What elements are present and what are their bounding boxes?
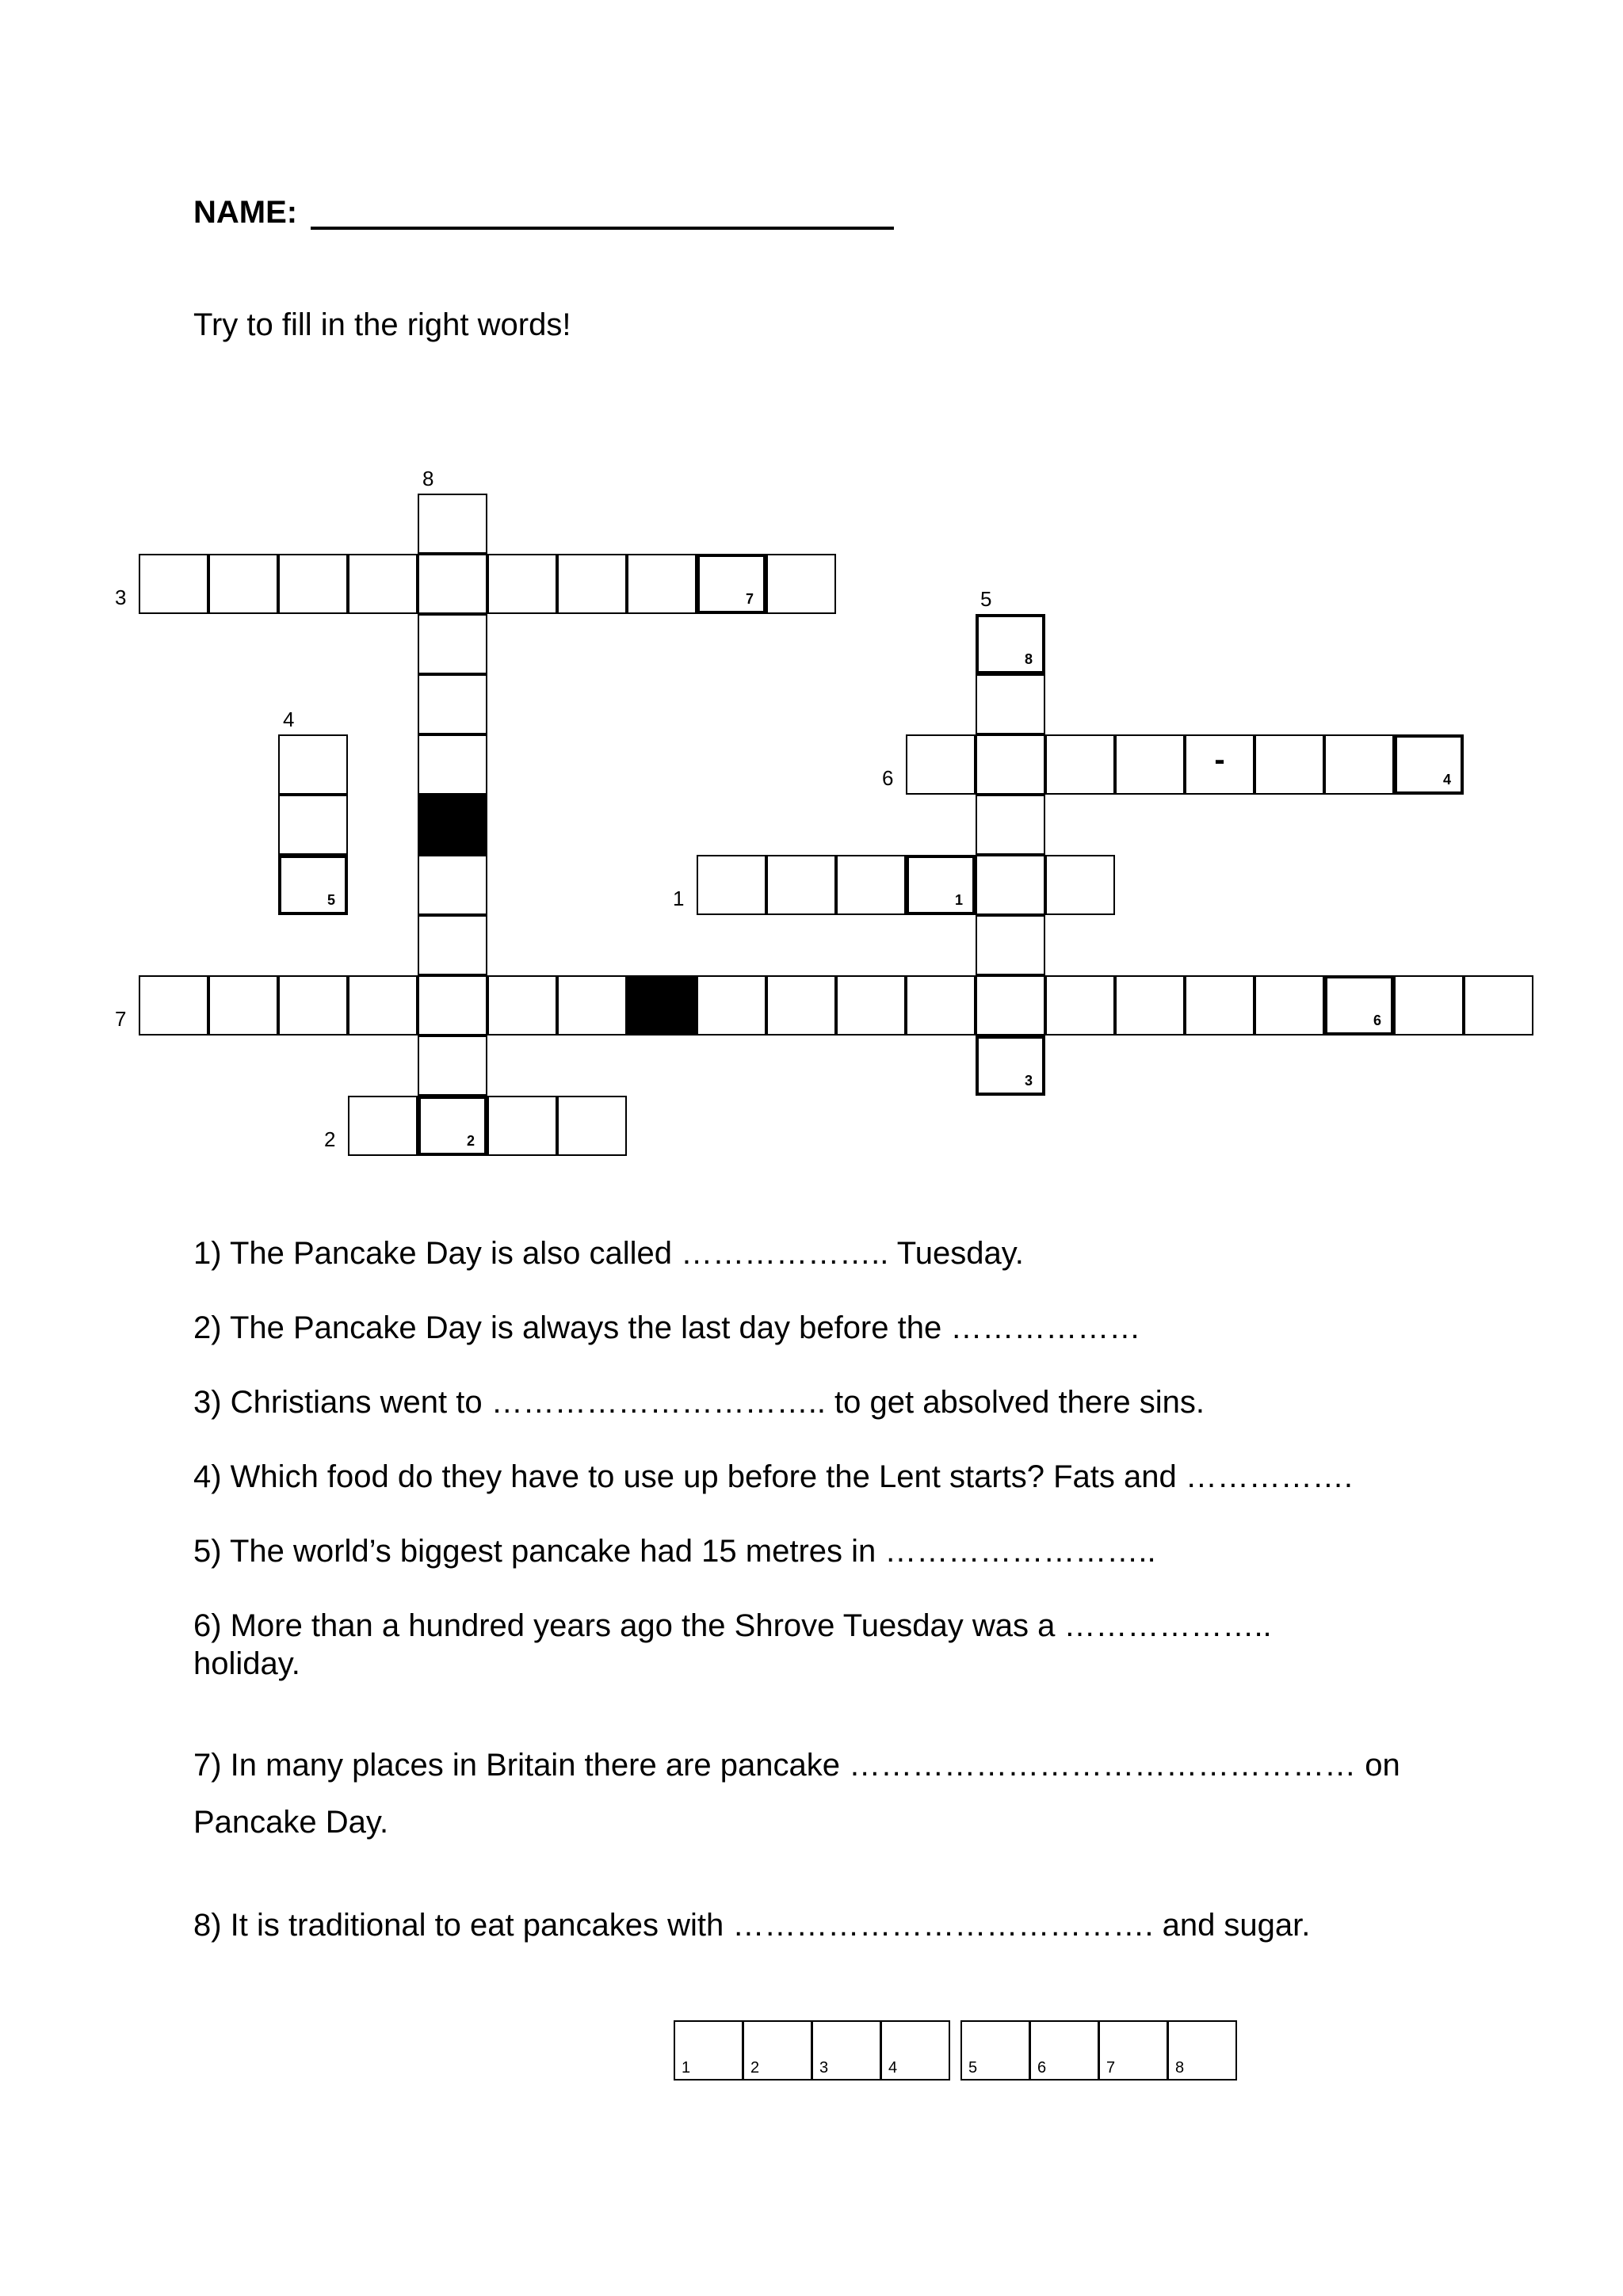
key-cell-number: 5 <box>327 892 335 908</box>
crossword-cell[interactable] <box>836 855 906 915</box>
crossword-cell[interactable] <box>208 975 278 1035</box>
crossword-key-cell[interactable] <box>976 614 1045 674</box>
crossword-cell[interactable] <box>418 975 487 1035</box>
solution-box-number: 6 <box>1037 2059 1047 2077</box>
clue-5: 5) The world’s biggest pancake had 15 metres in …………………….. <box>193 1534 1156 1569</box>
crossword-cell[interactable] <box>487 975 557 1035</box>
crossword-cell[interactable] <box>906 975 976 1035</box>
crossword-key-cell[interactable] <box>418 1096 487 1156</box>
crossword-cell[interactable] <box>557 554 627 614</box>
crossword-cell[interactable] <box>697 975 766 1035</box>
crossword-cell[interactable] <box>348 1096 418 1156</box>
crossword-cell[interactable] <box>627 554 697 614</box>
key-cell-number: 2 <box>466 1133 475 1149</box>
key-cell-number: 3 <box>1024 1073 1033 1089</box>
name-label: NAME: <box>193 195 298 230</box>
solution-box-number: 1 <box>682 2059 691 2077</box>
crossword-cell[interactable] <box>139 975 208 1035</box>
crossword-cell[interactable] <box>418 614 487 674</box>
word-number-5: 5 <box>980 587 992 611</box>
crossword-cell[interactable] <box>1394 975 1464 1035</box>
word-number-6: 6 <box>882 766 894 790</box>
crossword-cell[interactable] <box>766 975 836 1035</box>
clue-2: 2) The Pancake Day is always the last day before the ……………… <box>193 1310 1141 1345</box>
crossword-cell[interactable] <box>1254 734 1324 795</box>
crossword-cell[interactable] <box>487 1096 557 1156</box>
solution-box[interactable] <box>1029 2020 1099 2081</box>
solution-box-number: 8 <box>1175 2059 1185 2077</box>
word-number-4: 4 <box>283 707 295 731</box>
crossword-cell[interactable] <box>697 855 766 915</box>
crossword-cell[interactable] <box>1115 734 1185 795</box>
crossword-cell[interactable] <box>1045 855 1115 915</box>
clue-8: 8) It is traditional to eat pancakes with …………………………………. and sugar. <box>193 1908 1311 1943</box>
crossword-cell[interactable] <box>418 1035 487 1096</box>
key-cell-number: 8 <box>1024 651 1033 667</box>
crossword-cell[interactable] <box>766 554 836 614</box>
solution-box[interactable] <box>960 2020 1030 2081</box>
solution-box[interactable] <box>812 2020 881 2081</box>
word-number-3: 3 <box>115 585 127 609</box>
crossword-cell[interactable] <box>278 554 348 614</box>
crossword-cell[interactable] <box>976 795 1045 855</box>
word-number-1: 1 <box>673 887 685 910</box>
crossword-black-cell <box>418 795 487 855</box>
solution-box-number: 3 <box>819 2059 829 2077</box>
crossword-cell[interactable] <box>278 795 348 855</box>
crossword-cell[interactable] <box>976 975 1045 1035</box>
crossword-key-cell[interactable] <box>697 554 766 614</box>
crossword-cell[interactable] <box>208 554 278 614</box>
crossword-cell[interactable] <box>418 494 487 554</box>
crossword-cell[interactable] <box>418 855 487 915</box>
solution-box-number: 5 <box>968 2059 978 2077</box>
crossword-cell[interactable] <box>557 1096 627 1156</box>
crossword-cell[interactable] <box>1185 734 1254 795</box>
word-number-2: 2 <box>324 1127 336 1151</box>
word-number-7: 7 <box>115 1007 127 1031</box>
solution-box[interactable] <box>1167 2020 1237 2081</box>
solution-box-number: 7 <box>1106 2059 1116 2077</box>
key-cell-number: 1 <box>954 892 963 908</box>
crossword-cell[interactable] <box>976 915 1045 975</box>
solution-box[interactable] <box>1098 2020 1168 2081</box>
crossword-cell[interactable] <box>418 734 487 795</box>
crossword-cell[interactable] <box>976 674 1045 734</box>
clue-7: 7) In many places in Britain there are pancake ………………………………………… on Pancake Day. <box>193 1748 1400 1840</box>
solution-box[interactable] <box>880 2020 950 2081</box>
crossword-cell[interactable] <box>1185 975 1254 1035</box>
crossword-cell[interactable] <box>278 975 348 1035</box>
crossword-cell[interactable] <box>1045 734 1115 795</box>
instruction-text: Try to fill in the right words! <box>193 307 571 342</box>
prefilled-dash: - <box>1214 742 1225 777</box>
crossword-key-cell[interactable] <box>906 855 976 915</box>
crossword-cell[interactable] <box>418 554 487 614</box>
crossword-cell[interactable] <box>976 734 1045 795</box>
clue-6: 6) More than a hundred years ago the Shrove Tuesday was a ……………….. holiday. <box>193 1608 1272 1681</box>
crossword-cell[interactable] <box>836 975 906 1035</box>
solution-box-number: 4 <box>888 2059 898 2077</box>
key-cell-number: 7 <box>745 591 754 607</box>
crossword-cell[interactable] <box>418 915 487 975</box>
crossword-cell[interactable] <box>1464 975 1533 1035</box>
crossword-cell[interactable] <box>766 855 836 915</box>
word-number-8: 8 <box>422 467 434 490</box>
crossword-cell[interactable] <box>348 975 418 1035</box>
key-cell-number: 4 <box>1442 772 1451 788</box>
key-cell-number: 6 <box>1373 1013 1381 1028</box>
crossword-cell[interactable] <box>906 734 976 795</box>
crossword-cell[interactable] <box>278 734 348 795</box>
crossword-cell[interactable] <box>1045 975 1115 1035</box>
clue-3: 3) Christians went to ………………………….. to get absolved there sins. <box>193 1385 1205 1420</box>
crossword-cell[interactable] <box>418 674 487 734</box>
crossword-cell[interactable] <box>348 554 418 614</box>
clue-4: 4) Which food do they have to use up before the Lent starts? Fats and ……………. <box>193 1459 1353 1494</box>
crossword-cell[interactable] <box>487 554 557 614</box>
solution-box-number: 2 <box>750 2059 760 2077</box>
crossword-key-cell[interactable] <box>1394 734 1464 795</box>
crossword-key-cell[interactable] <box>976 1035 1045 1096</box>
crossword-cell[interactable] <box>139 554 208 614</box>
crossword-cell[interactable] <box>976 855 1045 915</box>
crossword-cell[interactable] <box>1324 734 1394 795</box>
crossword-cell[interactable] <box>1115 975 1185 1035</box>
crossword-key-cell[interactable] <box>1324 975 1394 1035</box>
crossword-cell[interactable] <box>557 975 627 1035</box>
crossword-cell[interactable] <box>1254 975 1324 1035</box>
solution-box[interactable] <box>743 2020 812 2081</box>
crossword-key-cell[interactable] <box>278 855 348 915</box>
solution-box[interactable] <box>674 2020 743 2081</box>
clue-1: 1) The Pancake Day is also called ……………….. Tuesday. <box>193 1236 1024 1271</box>
crossword-black-cell <box>627 975 697 1035</box>
